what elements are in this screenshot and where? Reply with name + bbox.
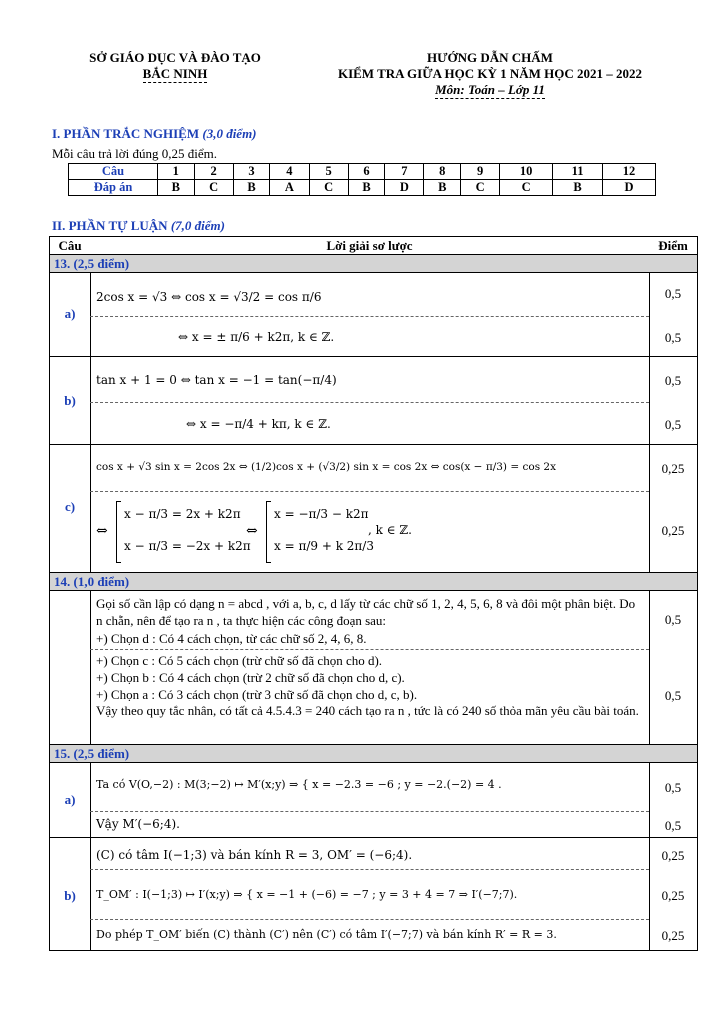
q-cell: 10 [500, 164, 553, 180]
q13c-score1: 0,25 [661, 461, 685, 476]
q-cell: 4 [270, 164, 309, 180]
dept-line2: BẮC NINH [142, 66, 208, 81]
q13c-bracket2 [266, 501, 271, 563]
q15-header-text: 15. (2,5 điểm) [54, 746, 130, 761]
a-cell: C [461, 180, 500, 196]
q13a-label: a) [64, 306, 76, 321]
q15b-score1: 0,25 [661, 848, 685, 863]
q-cell: 7 [385, 164, 424, 180]
q15a-score2: 0,5 [664, 818, 682, 833]
a-cell: B [348, 180, 385, 196]
q14-p4: +) Chọn b : Có 4 cách chọn (trừ 2 chữ số đã chọn cho d, c). [96, 670, 405, 685]
q-cell: 5 [309, 164, 348, 180]
part1-title [52, 126, 257, 142]
q15a-block [50, 762, 697, 837]
q15a-line1: Ta có V(O,−2) : M(3;−2) ↦ M′(x;y) ⇒ { x = −2.3 = −6 ; y = −2.(−2) = 4 . [96, 778, 502, 791]
q14-block [50, 590, 697, 744]
q13a-block [50, 272, 697, 356]
q13c-block [50, 445, 697, 572]
q14-header-text: 14. (1,0 điểm) [54, 574, 130, 589]
q13b-score2: 0,5 [664, 417, 682, 432]
q15b-line1: (C) có tâm I(−1;3) và bán kính R = 3, OM′ = (−6;4). [96, 848, 413, 862]
part1-note: Mỗi câu trả lời đúng 0,25 điểm. [52, 146, 218, 161]
q13c-score2: 0,25 [661, 523, 685, 538]
doc-title-line2: KIỂM TRA GIỮA HỌC KỲ 1 NĂM HỌC 2021 – 2022 [337, 66, 643, 81]
q13a-line2: ⇔ x = ± π/6 + k2π, k ∈ ℤ. [178, 330, 335, 344]
q13c-equiv1: ⇔ [96, 523, 108, 539]
q13c-equiv2: ⇔ [246, 523, 258, 539]
dept-line1: SỞ GIÁO DỤC VÀ ĐÀO TẠO [89, 50, 261, 65]
q14-p1: Gọi số cần lập có dạng n = abcd , với a, b, c, d lấy từ các chữ số 1, 2, 4, 5, 6, 8 và đôi một phân biệt. Do n chẵn, nên để tạo ra n , ta thực hiện các công đoạn sau: [96, 596, 636, 628]
q13a-score2: 0,5 [664, 330, 682, 345]
q15-header [50, 744, 697, 763]
q-cell: 6 [348, 164, 385, 180]
q15b-score2: 0,25 [661, 888, 685, 903]
q13c-line2e: , k ∈ ℤ. [368, 523, 412, 537]
answer-row-questions [69, 164, 656, 180]
q-cell: 9 [461, 164, 500, 180]
q13c-bracket1 [116, 501, 121, 563]
q-cell: 11 [553, 164, 603, 180]
q15b-block [50, 838, 697, 950]
q13-header-text: 13. (2,5 điểm) [54, 256, 130, 271]
a-cell: B [424, 180, 461, 196]
q13a-score1: 0,5 [664, 286, 682, 301]
q14-p2: +) Chọn d : Có 4 cách chọn, từ các chữ số 2, 4, 6, 8. [96, 631, 367, 646]
q13c-line2d: x = π/9 + k 2π/3 [274, 539, 374, 553]
q13c-line2c: x = −π/3 − k2π [274, 507, 369, 521]
q15a-score1: 0,5 [664, 780, 682, 795]
doc-title [290, 50, 690, 99]
table-header [50, 237, 697, 254]
q13b-score1: 0,5 [664, 373, 682, 388]
q14-p5: +) Chọn a : Có 3 cách chọn (trừ 3 chữ số đã chọn cho d, c, b). [96, 687, 418, 702]
part1-points: (3,0 điểm) [202, 126, 257, 141]
q-cell: 2 [194, 164, 233, 180]
q13b-block [50, 357, 697, 444]
answer-row-label-q: Câu [69, 164, 158, 180]
answer-row-answers [69, 180, 656, 196]
q-cell: 8 [424, 164, 461, 180]
q14-score2: 0,5 [664, 688, 682, 703]
doc-title-line3: Môn: Toán – Lớp 11 [435, 82, 545, 97]
answer-row-label-a: Đáp án [69, 180, 158, 196]
part2-title [52, 218, 225, 234]
a-cell: D [603, 180, 656, 196]
col-score: Điểm [658, 238, 688, 253]
q15b-score3: 0,25 [661, 928, 685, 943]
dept-name [60, 50, 290, 83]
q13c-line2b: x − π/3 = −2x + k2π [124, 539, 251, 553]
q15b-label: b) [64, 888, 76, 903]
q13b-line1: tan x + 1 = 0 ⇔ tan x = −1 = tan(−π/4) [96, 373, 337, 387]
q-cell: 1 [158, 164, 195, 180]
q13b-line2: ⇔ x = −π/4 + kπ, k ∈ ℤ. [186, 417, 331, 431]
q15b-line3: Do phép T_OM′ biến (C) thành (C′) nên (C′) có tâm I′(−7;7) và bán kính R′ = R = 3. [96, 928, 557, 941]
q14-p6: Vậy theo quy tắc nhân, có tất cả 4.5.4.3 = 240 cách tạo ra n , tức là có 240 số thỏa mãn yêu cầu bài toán. [96, 703, 639, 718]
col-question: Câu [58, 238, 82, 253]
q15b-line2: T_OM′ : I(−1;3) ↦ I′(x;y) ⇒ { x = −1 + (−6) = −7 ; y = 3 + 4 = 7 ⇒ I′(−7;7). [96, 888, 518, 901]
a-cell: D [385, 180, 424, 196]
answer-table [68, 163, 656, 196]
q13a-line1: 2cos x = √3 ⇔ cos x = √3/2 = cos π/6 [96, 290, 322, 304]
a-cell: C [309, 180, 348, 196]
q14-header [50, 572, 697, 591]
q13c-line1: cos x + √3 sin x = 2cos 2x ⇔ (1/2)cos x + (√3/2) sin x = cos 2x ⇔ cos(x − π/3) = cos 2x [96, 461, 557, 473]
solution-table [49, 236, 698, 951]
q14-p3: +) Chọn c : Có 5 cách chọn (trừ chữ số đã chọn cho d). [96, 653, 383, 668]
a-cell: B [233, 180, 270, 196]
q13-header [50, 254, 697, 273]
part2-points: (7,0 điểm) [170, 218, 225, 233]
q15a-line2: Vậy M′(−6;4). [96, 817, 180, 831]
part1-title-text: I. PHẦN TRẮC NGHIỆM [52, 126, 200, 141]
col-solution: Lời giải sơ lược [326, 238, 413, 253]
a-cell: C [194, 180, 233, 196]
a-cell: A [270, 180, 309, 196]
part2-title-text: II. PHẦN TỰ LUẬN [52, 218, 168, 233]
doc-title-line1: HƯỚNG DẪN CHẤM [427, 50, 553, 65]
q13c-line2a: x − π/3 = 2x + k2π [124, 507, 241, 521]
q15a-label: a) [64, 792, 76, 807]
q13c-label: c) [64, 499, 76, 514]
a-cell: C [500, 180, 553, 196]
q-cell: 3 [233, 164, 270, 180]
q14-score1: 0,5 [664, 612, 682, 627]
a-cell: B [553, 180, 603, 196]
q13b-label: b) [64, 393, 76, 408]
q-cell: 12 [603, 164, 656, 180]
a-cell: B [158, 180, 195, 196]
